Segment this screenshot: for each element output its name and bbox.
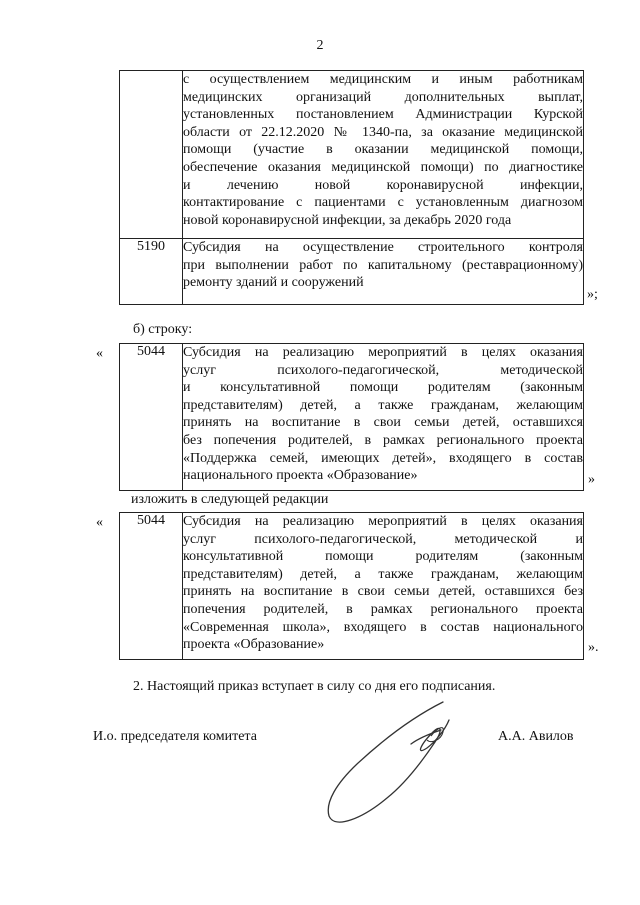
closing-quote: ». [588, 640, 599, 655]
text-line: с осуществлением медицинским и иным работникам [183, 72, 583, 87]
opening-quote: « [96, 515, 103, 530]
text-line: Субсидия на осуществление строительного контроля [183, 240, 583, 255]
text-line: области от 22.12.2020 № 1340-па, за оказание медицинской [183, 124, 583, 140]
text-line: помощи (участие в оказании медицинской помощи, [183, 142, 583, 158]
signatory-title: И.о. председателя комитета [93, 729, 257, 744]
page-number: 2 [316, 38, 324, 53]
row-text [183, 513, 584, 660]
text-line: установленных постановлением Администрации Курской [183, 107, 583, 123]
paragraph-effective-date: 2. Настоящий приказ вступает в силу со дня его подписания. [133, 679, 496, 694]
text-line: и консультативной помощи родителям (законным [183, 380, 583, 396]
table-old-row [119, 343, 584, 491]
table-row [120, 344, 584, 491]
table-continuation [119, 70, 584, 305]
text-line: услуг психолого-педагогической, методической и [183, 531, 583, 547]
text-line: Субсидия на реализацию мероприятий в целях оказания [183, 514, 583, 529]
text-line: и лечению новой коронавирусной инфекции, [183, 177, 583, 193]
text-line: ремонту зданий и сооружений [183, 275, 364, 291]
closing-quote: »; [587, 287, 598, 302]
row-code [120, 71, 183, 239]
text-line: при выполнении работ по капитальному (реставрационному) [183, 257, 583, 273]
item-b-label: б) строку: [133, 322, 193, 337]
row-text [183, 71, 584, 239]
table-row [120, 71, 584, 239]
text-line: проекта «Образование» [183, 637, 325, 653]
text-line: обеспечение оказания медицинской помощи) по диагностике [183, 159, 583, 175]
row-text [183, 344, 584, 491]
table-new-row [119, 512, 584, 660]
text-line: попечения родителей, в рамках регионального проекта [183, 601, 583, 617]
text-line: медицинских организаций дополнительных выплат, [183, 89, 583, 105]
text-line: представителям) детей, а также гражданам, желающим [183, 397, 583, 413]
signature-image [315, 690, 465, 840]
row-text [183, 239, 584, 305]
table-row [120, 239, 584, 305]
text-line: принять на воспитание в свои семьи детей, оставшихся [183, 415, 583, 431]
text-line: «Поддержка семей, имеющих детей», входящего в состав [183, 450, 583, 466]
text-line: национального проекта «Образование» [183, 468, 418, 484]
row-code: 5044 [120, 513, 183, 660]
closing-quote: » [588, 472, 595, 487]
text-line: консультативной помощи родителям (законным [183, 549, 583, 565]
text-line: Субсидия на реализацию мероприятий в целях оказания [183, 345, 583, 360]
row-code: 5044 [120, 344, 183, 491]
opening-quote: « [96, 346, 103, 361]
text-line: новой коронавирусной инфекции, за декабрь 2020 года [183, 212, 512, 228]
text-line: представителям) детей, а также гражданам, желающим [183, 566, 583, 582]
signatory-name: А.А. Авилов [498, 729, 574, 744]
table-row [120, 513, 584, 660]
text-line: «Современная школа», входящего в состав национального [183, 619, 583, 635]
text-line: без попечения родителей, в рамках регионального проекта [183, 432, 583, 448]
text-line: контактирование с пациентами с установленным диагнозом [183, 195, 583, 211]
row-code: 5190 [120, 239, 183, 305]
text-line: принять на воспитание в свои семьи детей, оставшихся без [183, 584, 583, 600]
text-line: услуг психолого-педагогической, методической [183, 362, 583, 378]
redaction-text: изложить в следующей редакции [131, 492, 329, 507]
